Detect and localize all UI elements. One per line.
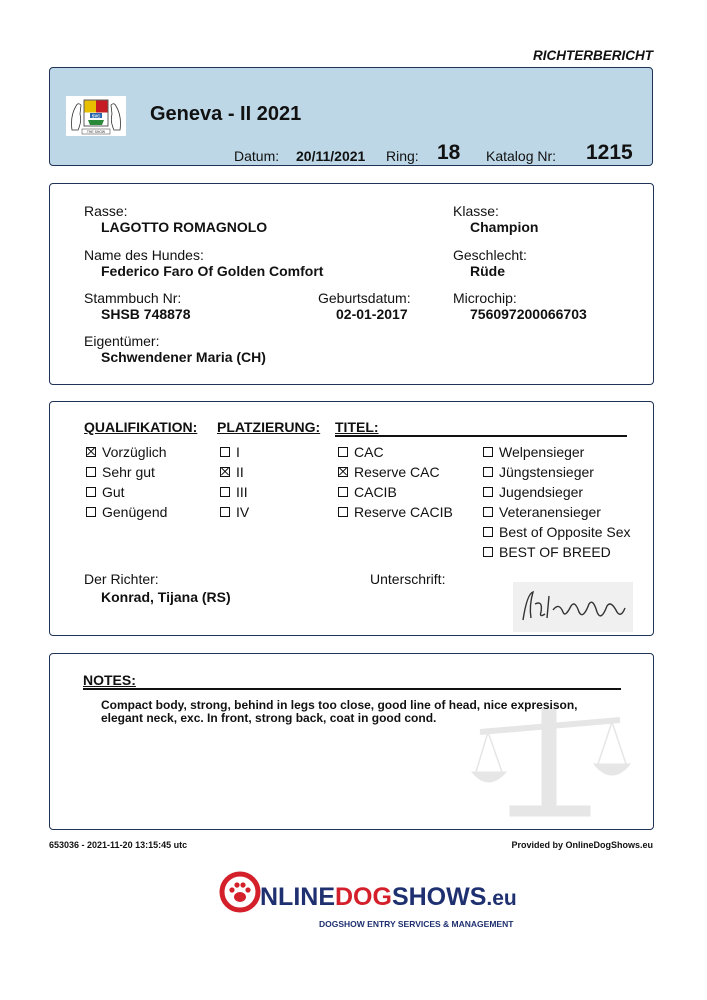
checkbox[interactable] bbox=[338, 487, 348, 497]
record-timestamp: 653036 - 2021-11-20 13:15:45 utc bbox=[49, 840, 188, 850]
studbook-value: SHSB 748878 bbox=[101, 306, 191, 322]
place-label: I bbox=[236, 444, 240, 460]
qual-option[interactable] bbox=[86, 484, 125, 500]
microchip-label: Microchip: bbox=[453, 290, 517, 306]
dog-name-label: Name des Hundes: bbox=[84, 247, 204, 263]
ring-value: 18 bbox=[437, 141, 461, 164]
class-label: Klasse: bbox=[453, 203, 499, 219]
title-label: Welpensieger bbox=[499, 444, 585, 460]
owner-value: Schwendener Maria (CH) bbox=[101, 349, 266, 365]
qual-label: Gut bbox=[102, 484, 125, 500]
title-option[interactable] bbox=[338, 484, 397, 500]
show-logo bbox=[66, 96, 126, 136]
checkbox[interactable] bbox=[220, 447, 230, 457]
signature-label: Unterschrift: bbox=[370, 571, 446, 587]
breed-value: LAGOTTO ROMAGNOLO bbox=[101, 219, 268, 235]
place-option[interactable] bbox=[220, 484, 248, 500]
microchip-value: 756097200066703 bbox=[470, 306, 587, 322]
judge-signature bbox=[513, 582, 633, 632]
checkbox[interactable] bbox=[86, 467, 96, 477]
place-option[interactable] bbox=[220, 464, 244, 480]
notes-heading-rule bbox=[83, 688, 621, 690]
checkbox-checked[interactable] bbox=[86, 447, 96, 457]
qual-label: Vorzüglich bbox=[102, 444, 167, 460]
birth-value: 02-01-2017 bbox=[336, 306, 408, 322]
logo-badge: SVC bbox=[91, 113, 101, 119]
sex-label: Geschlecht: bbox=[453, 247, 527, 263]
checkbox[interactable] bbox=[483, 547, 493, 557]
checkbox-checked[interactable] bbox=[220, 467, 230, 477]
brand-part-online: NLINE bbox=[260, 883, 335, 911]
qualification-heading: QUALIFIKATION: bbox=[84, 419, 198, 435]
breed-label: Rasse: bbox=[84, 203, 128, 219]
checkbox[interactable] bbox=[220, 507, 230, 517]
qual-option[interactable] bbox=[86, 444, 167, 460]
title-label: CAC bbox=[354, 444, 384, 460]
checkbox[interactable] bbox=[338, 507, 348, 517]
title-option[interactable] bbox=[483, 484, 583, 500]
class-value: Champion bbox=[470, 219, 539, 235]
title-option[interactable] bbox=[338, 464, 440, 480]
place-label: II bbox=[236, 464, 244, 480]
date-value: 20/11/2021 bbox=[296, 148, 366, 164]
title-option[interactable] bbox=[338, 444, 384, 460]
title-label: Veteranensieger bbox=[499, 504, 601, 520]
studbook-label: Stammbuch Nr: bbox=[84, 290, 182, 306]
catalog-label: Katalog Nr: bbox=[486, 148, 557, 164]
placement-heading: PLATZIERUNG: bbox=[217, 419, 321, 435]
brand-text bbox=[260, 883, 517, 911]
title-label: BEST OF BREED bbox=[499, 544, 611, 560]
logo-banner: THE SHOW bbox=[86, 130, 106, 134]
brand-tagline: DOGSHOW ENTRY SERVICES & MANAGEMENT bbox=[319, 919, 514, 929]
title-label: CACIB bbox=[354, 484, 397, 500]
report-title: RICHTERBERICHT bbox=[533, 48, 653, 63]
birth-label: Geburtsdatum: bbox=[318, 290, 411, 306]
checkbox[interactable] bbox=[483, 527, 493, 537]
date-label: Datum: bbox=[234, 148, 280, 164]
owner-label: Eigentümer: bbox=[84, 333, 160, 349]
dog-name-value: Federico Faro Of Golden Comfort bbox=[101, 263, 324, 279]
provider-credit: Provided by OnlineDogShows.eu bbox=[511, 840, 653, 850]
onlinedogshows-logo bbox=[219, 869, 517, 931]
title-option[interactable] bbox=[338, 504, 453, 520]
title-option[interactable] bbox=[483, 524, 631, 540]
checkbox[interactable] bbox=[220, 487, 230, 497]
title-option[interactable] bbox=[483, 504, 601, 520]
checkbox[interactable] bbox=[483, 507, 493, 517]
title-label: Best of Opposite Sex bbox=[499, 524, 631, 540]
show-title: Geneva - II 2021 bbox=[150, 103, 302, 125]
brand-part-dog: DOG bbox=[335, 883, 392, 911]
qual-label: Genügend bbox=[102, 504, 168, 520]
place-label: III bbox=[236, 484, 248, 500]
checkbox[interactable] bbox=[483, 467, 493, 477]
notes-heading: NOTES: bbox=[83, 672, 136, 688]
title-label: Jüngstensieger bbox=[499, 464, 594, 480]
title-option[interactable] bbox=[483, 444, 584, 460]
place-label: IV bbox=[236, 504, 250, 520]
title-label: Reserve CACIB bbox=[354, 504, 453, 520]
checkbox[interactable] bbox=[483, 487, 493, 497]
place-option[interactable] bbox=[220, 444, 240, 460]
qual-option[interactable] bbox=[86, 464, 155, 480]
notes-text: Compact body, strong, behind in legs too close, good line of head, nice expresison, elegant neck, exc. In front, strong back, coat in good cond. bbox=[101, 698, 578, 725]
title-label: Reserve CAC bbox=[354, 464, 440, 480]
title-heading: TITEL: bbox=[335, 419, 379, 435]
title-heading-rule bbox=[335, 435, 627, 437]
sex-value: Rüde bbox=[470, 263, 505, 279]
checkbox[interactable] bbox=[86, 487, 96, 497]
checkbox[interactable] bbox=[86, 507, 96, 517]
checkbox[interactable] bbox=[338, 447, 348, 457]
judge-label: Der Richter: bbox=[84, 571, 159, 587]
title-option[interactable] bbox=[483, 544, 611, 560]
ring-label: Ring: bbox=[386, 148, 419, 164]
judge-value: Konrad, Tijana (RS) bbox=[101, 589, 231, 605]
checkbox-checked[interactable] bbox=[338, 467, 348, 477]
qual-label: Sehr gut bbox=[102, 464, 155, 480]
brand-part-shows: SHOWS bbox=[391, 883, 487, 911]
title-option[interactable] bbox=[483, 464, 594, 480]
place-option[interactable] bbox=[220, 504, 249, 520]
catalog-value: 1215 bbox=[586, 141, 633, 164]
brand-part-tld: .eu bbox=[486, 887, 517, 910]
qual-option[interactable] bbox=[86, 504, 167, 520]
title-label: Jugendsieger bbox=[499, 484, 584, 500]
checkbox[interactable] bbox=[483, 447, 493, 457]
